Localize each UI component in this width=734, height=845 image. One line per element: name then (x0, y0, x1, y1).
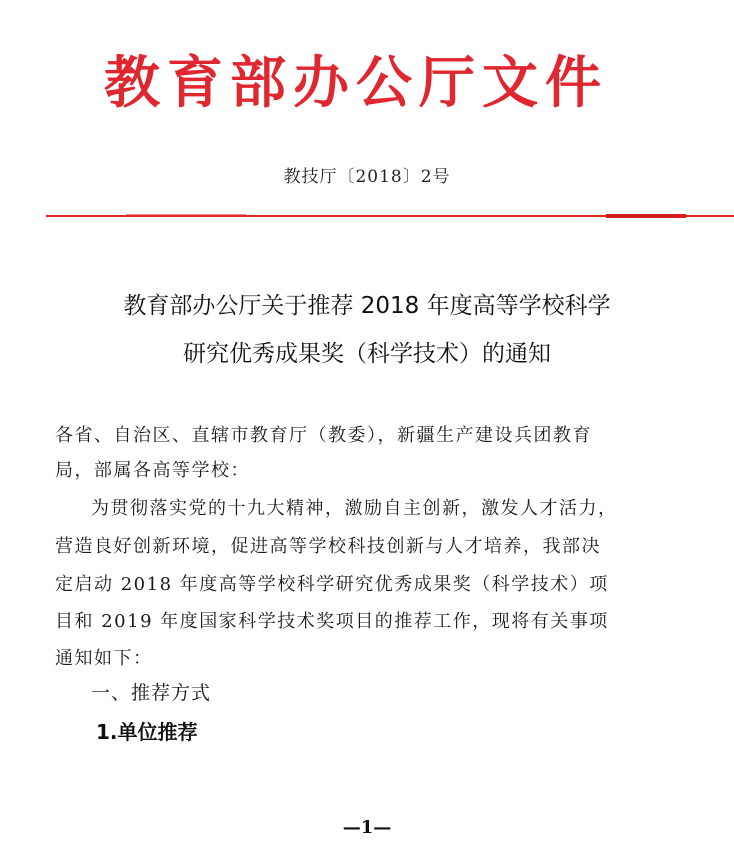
page-number: —1— (342, 817, 392, 838)
notice-title-line-1: 教育部办公厅关于推荐 2018 年度高等学校科学 (123, 293, 611, 319)
notice-title-line-2: 研究优秀成果奖（科学技术）的通知 (183, 341, 551, 367)
paragraph-line: 目和 2019 年度国家科学技术奖项目的推荐工作，现将有关事项 (55, 611, 609, 632)
section-heading-recommendation-method: 一、推荐方式 (91, 682, 212, 704)
subsection-heading-unit-recommendation: 1.单位推荐 (96, 720, 198, 744)
masthead-title: 教育部办公厅文件 (104, 50, 608, 116)
recipients-line-1: 各省、自治区、直辖市教育厅（教委），新疆生产建设兵团教育 (55, 425, 592, 446)
paragraph-line: 通知如下： (55, 648, 153, 669)
paragraph-line: 为贯彻落实党的十九大精神，激励自主创新，激发人才活力， (91, 498, 618, 519)
recipients-line-2: 局，部属各高等学校： (55, 460, 250, 481)
paragraph-line: 定启动 2018 年度高等学校科学研究优秀成果奖（科学技术）项 (55, 574, 609, 595)
paragraph-line: 营造良好创新环境，促进高等学校科技创新与人才培养，我部决 (55, 536, 601, 557)
red-separator-line (46, 214, 734, 218)
document-number: 教技厅〔2018〕2号 (283, 167, 451, 187)
